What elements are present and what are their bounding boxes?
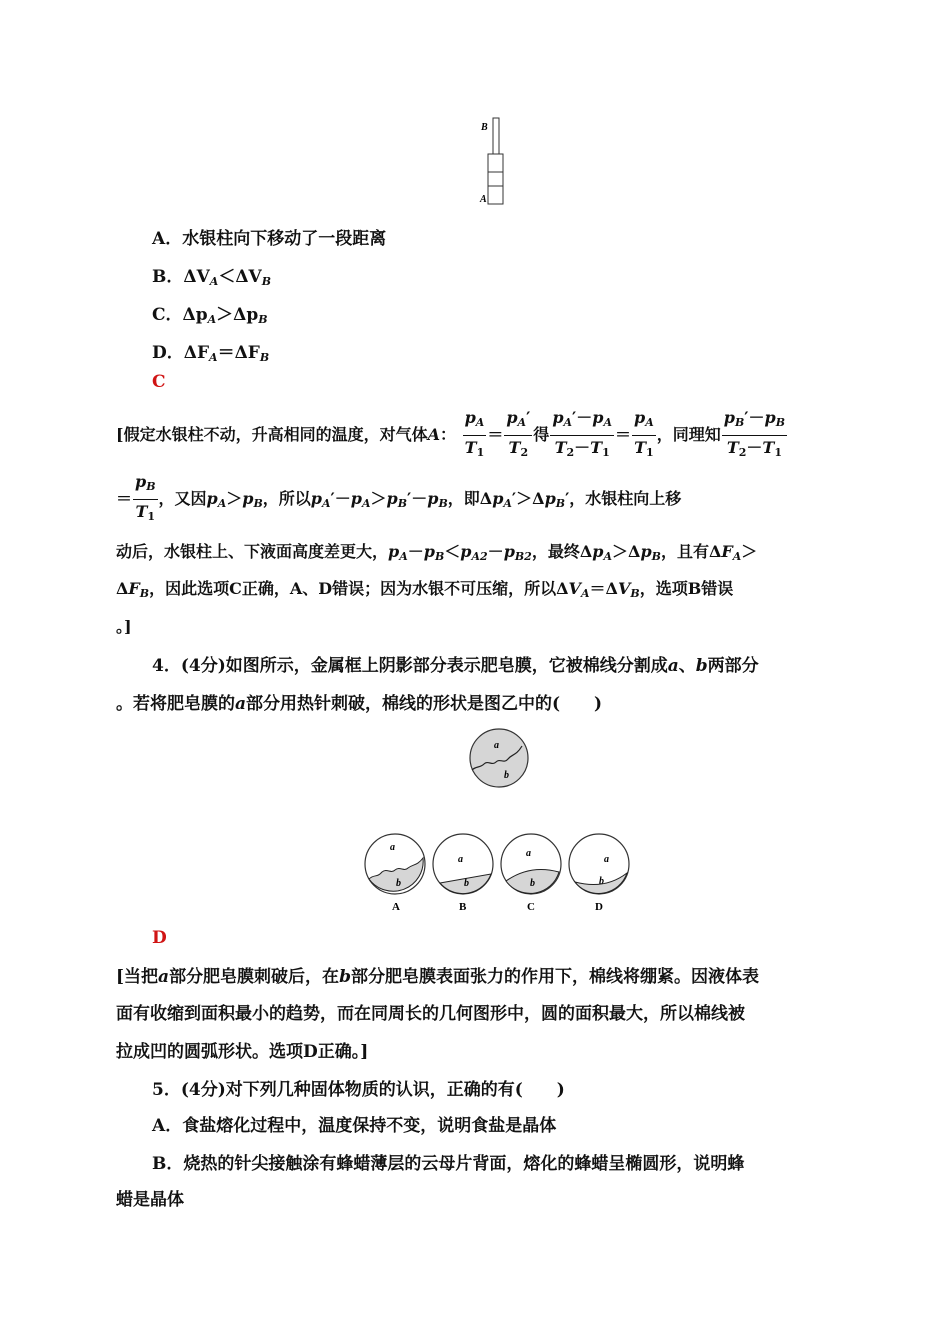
q3-explanation-line2: ＝ $\frac{p_B}{T_1}$ ，又因$p_A>p_B$，所以$p_A'-p_A>p_B'-p_B$，即$\Delta p_A'>\Delta p_B'$，水银柱向上移	[116, 472, 681, 527]
svg-text:b: b	[464, 878, 469, 889]
option-figure-c	[501, 834, 561, 913]
film-frame	[470, 729, 528, 787]
soap-film-figure	[466, 726, 534, 790]
region-b: b	[504, 770, 509, 781]
q4-explanation-line2: 面有收缩到面积最小的趋势，而在同周长的几何图形中，圆的面积最大，所以棉线被	[116, 1004, 745, 1024]
q4-stem-line2: 。若将肥皂膜的a部分用热针刺破，棉线的形状是图乙中的( )	[116, 694, 603, 714]
svg-text:A: A	[392, 901, 400, 913]
tube-narrow	[493, 118, 499, 154]
svg-text:b: b	[599, 876, 604, 887]
svg-text:b: b	[530, 878, 535, 889]
svg-text:a: a	[604, 854, 609, 865]
q3-option-d: D．$\Delta F_A=\Delta F_B$	[152, 343, 270, 364]
frac-pA-T1-b: $\frac{p_A}{T_1}$	[634, 408, 654, 459]
q5-option-b-line2: 蜡是晶体	[116, 1190, 184, 1210]
frac-pB-T1: $\frac{p_B}{T_1}$	[135, 472, 156, 523]
label-A: A	[480, 194, 487, 205]
q4-explanation-line1: [当把a部分肥皂膜刺破后，在b部分肥皂膜表面张力的作用下，棉线将绷紧。因液体表	[116, 967, 759, 987]
q3-option-b: B．$\Delta V_A<\Delta V_B$	[152, 267, 272, 288]
q4-answer: D	[152, 928, 167, 948]
region-a: a	[494, 740, 499, 751]
svg-text:a: a	[458, 854, 463, 865]
frac-pA-prime-T2: $\frac{p_A'}{T_2}$	[506, 408, 531, 459]
q3-explanation-line3: 动后，水银柱上、下液面高度差更大，$p_A-p_B<p_{A2}-p_{B2}$，最终$\Delta p_A>\Delta p_B$，且有$\Delta F_A>$	[116, 542, 758, 563]
label-B: B	[481, 122, 488, 133]
q3-explanation-line1: [假定水银柱不动，升高相同的温度，对气体A： $\frac{p_A}{T_1}$ ＝ $\frac{p_A'}{T_2}$ 得 $\frac{p_A'-p_A}{T_2-T_1}$ ＝ $\frac{p_A}{T_1}$ ，同理知 $\frac{p_B'-p_B}{T_2-T_1}$	[116, 408, 788, 463]
option-figure-a	[365, 834, 425, 913]
q4-stem-line1: 4．(4分)如图所示，金属框上阴影部分表示肥皂膜，它被棉线分割成a、b两部分	[152, 656, 759, 676]
tube-wide	[488, 154, 503, 204]
q3-explanation-line5: 。]	[116, 617, 132, 636]
svg-text:C: C	[527, 901, 535, 913]
q3-option-a: A．水银柱向下移动了一段距离	[152, 229, 387, 249]
q3-option-c: C．$\Delta p_A>\Delta p_B$	[152, 305, 268, 326]
q5-option-a: A．食盐熔化过程中，温度保持不变，说明食盐是晶体	[152, 1116, 557, 1136]
tube-figure	[474, 114, 514, 208]
q5-stem: 5．(4分)对下列几种固体物质的认识，正确的有( )	[152, 1080, 565, 1100]
svg-text:D: D	[595, 901, 603, 913]
svg-text:a: a	[390, 842, 395, 853]
q3-explanation-line4: $\Delta F_B$，因此选项C正确，A、D错误；因为水银不可压缩，所以$\Delta V_A=\Delta V_B$，选项B错误	[116, 579, 734, 600]
svg-text:a: a	[526, 848, 531, 859]
option-figure-d	[569, 834, 629, 913]
frac-delta-pA: $\frac{p_A'-p_A}{T_2-T_1}$	[552, 408, 613, 459]
frac-pA-T1: $\frac{p_A}{T_1}$	[464, 408, 485, 459]
q5-option-b-line1: B．烧热的针尖接触涂有蜂蜡薄层的云母片背面，熔化的蜂蜡呈椭圆形，说明蜂	[152, 1154, 745, 1174]
frac-delta-pB: $\frac{p_B'-p_B}{T_2-T_1}$	[723, 408, 786, 459]
svg-text:B: B	[459, 901, 467, 913]
option-figures	[360, 830, 640, 916]
svg-text:b: b	[396, 878, 401, 889]
q3-answer: C	[152, 372, 166, 392]
q4-explanation-line3: 拉成凹的圆弧形状。选项D正确。]	[116, 1042, 369, 1062]
option-figure-b	[433, 834, 493, 913]
